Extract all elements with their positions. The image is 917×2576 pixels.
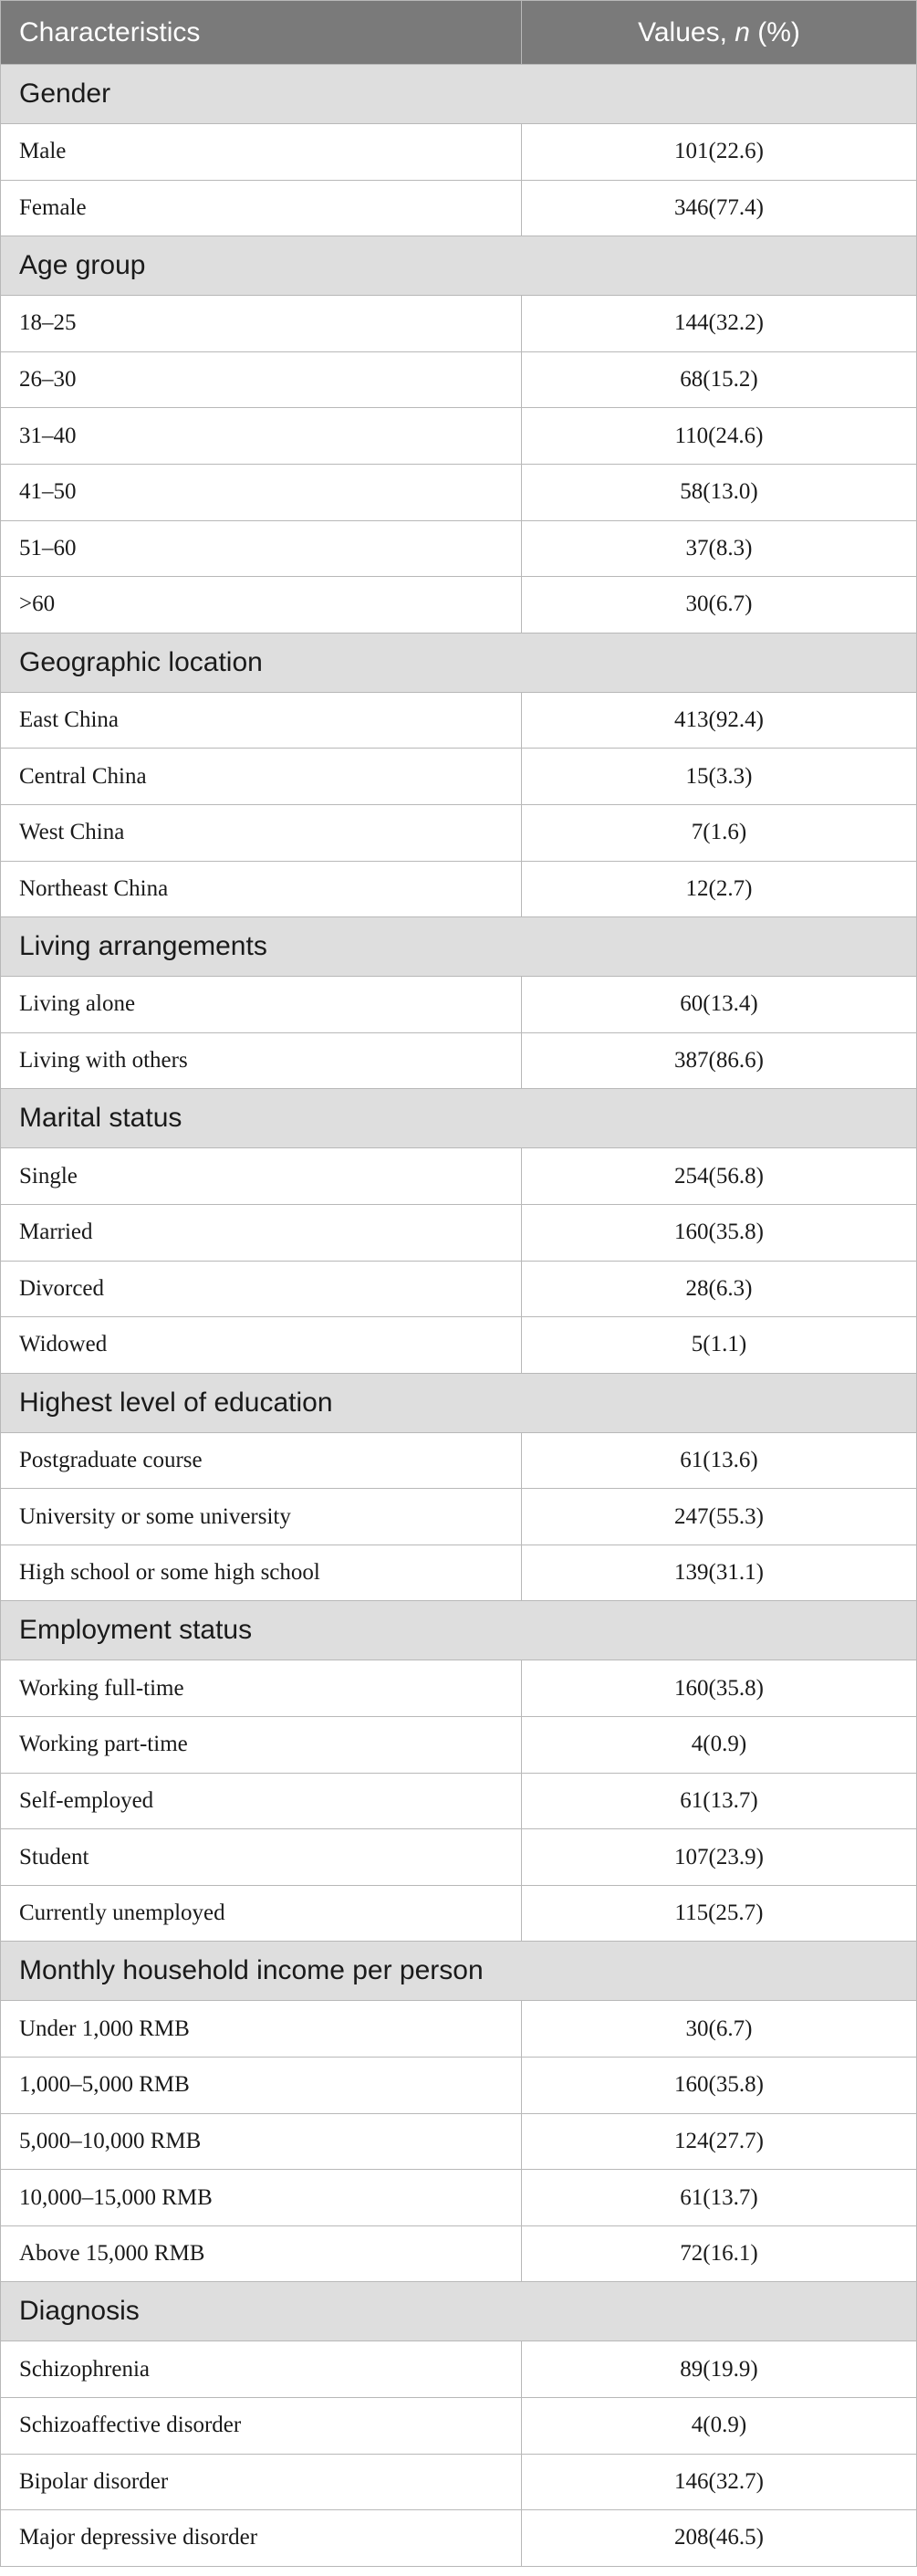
table-row	[1, 1660, 917, 1717]
row-label: Central China	[1, 749, 522, 805]
row-label: Self-employed	[1, 1773, 522, 1829]
row-label: Northeast China	[1, 861, 522, 917]
section-title: Living arrangements	[1, 917, 917, 977]
row-label: Schizoaffective disorder	[1, 2398, 522, 2455]
row-value: 139(31.1)	[522, 1545, 917, 1601]
table-row	[1, 2510, 917, 2567]
table-row	[1, 1148, 917, 1205]
row-value: 68(15.2)	[522, 351, 917, 408]
row-value: 58(13.0)	[522, 464, 917, 520]
section-header-row	[1, 1373, 917, 1432]
row-label: 51–60	[1, 520, 522, 577]
row-label: 18–25	[1, 296, 522, 352]
row-value: 37(8.3)	[522, 520, 917, 577]
row-value: 28(6.3)	[522, 1261, 917, 1317]
row-label: Major depressive disorder	[1, 2510, 522, 2567]
header-values-n: n	[735, 16, 750, 47]
row-value: 61(13.7)	[522, 1773, 917, 1829]
table-row	[1, 692, 917, 749]
table-row	[1, 1432, 917, 1489]
row-label: Living with others	[1, 1032, 522, 1089]
table-row	[1, 2341, 917, 2398]
row-label: Single	[1, 1148, 522, 1205]
row-value: 208(46.5)	[522, 2510, 917, 2567]
row-value: 89(19.9)	[522, 2341, 917, 2398]
table-row	[1, 2225, 917, 2282]
table-row	[1, 1829, 917, 1886]
table-row	[1, 861, 917, 917]
row-label: Currently unemployed	[1, 1885, 522, 1942]
section-header-row	[1, 633, 917, 692]
row-label: >60	[1, 577, 522, 634]
row-value: 413(92.4)	[522, 692, 917, 749]
row-value: 15(3.3)	[522, 749, 917, 805]
row-value: 61(13.7)	[522, 2170, 917, 2226]
table-body	[1, 65, 917, 2567]
row-label: Married	[1, 1204, 522, 1261]
table-row	[1, 1489, 917, 1545]
row-value: 115(25.7)	[522, 1885, 917, 1942]
table-row	[1, 2170, 917, 2226]
table-row	[1, 1545, 917, 1601]
row-value: 7(1.6)	[522, 804, 917, 861]
row-label: University or some university	[1, 1489, 522, 1545]
row-label: 10,000–15,000 RMB	[1, 2170, 522, 2226]
table-row	[1, 2454, 917, 2510]
row-label: Schizophrenia	[1, 2341, 522, 2398]
table-row	[1, 1773, 917, 1829]
row-value: 30(6.7)	[522, 2001, 917, 2058]
table-row	[1, 464, 917, 520]
row-value: 61(13.6)	[522, 1432, 917, 1489]
table-row	[1, 804, 917, 861]
row-value: 247(55.3)	[522, 1489, 917, 1545]
table-row	[1, 408, 917, 465]
row-label: Female	[1, 180, 522, 236]
section-title: Employment status	[1, 1601, 917, 1660]
row-value: 30(6.7)	[522, 577, 917, 634]
header-values-suffix: (%)	[749, 16, 800, 47]
row-label: Working full-time	[1, 1660, 522, 1717]
row-label: 1,000–5,000 RMB	[1, 2058, 522, 2114]
table-row	[1, 1204, 917, 1261]
row-value: 107(23.9)	[522, 1829, 917, 1886]
row-label: High school or some high school	[1, 1545, 522, 1601]
row-value: 110(24.6)	[522, 408, 917, 465]
table-row	[1, 520, 917, 577]
table-row	[1, 577, 917, 634]
row-label: Under 1,000 RMB	[1, 2001, 522, 2058]
row-value: 160(35.8)	[522, 2058, 917, 2114]
table-row	[1, 124, 917, 181]
row-label: 41–50	[1, 464, 522, 520]
section-header-row	[1, 236, 917, 296]
row-label: 5,000–10,000 RMB	[1, 2113, 522, 2170]
row-value: 72(16.1)	[522, 2225, 917, 2282]
row-value: 101(22.6)	[522, 124, 917, 181]
row-label: Living alone	[1, 977, 522, 1033]
row-label: Above 15,000 RMB	[1, 2225, 522, 2282]
row-value: 254(56.8)	[522, 1148, 917, 1205]
section-header-row	[1, 917, 917, 977]
row-value: 346(77.4)	[522, 180, 917, 236]
section-title: Highest level of education	[1, 1373, 917, 1432]
table-row	[1, 2058, 917, 2114]
section-header-row	[1, 1089, 917, 1148]
row-label: Widowed	[1, 1317, 522, 1374]
header-values-prefix: Values,	[638, 16, 735, 47]
table-row	[1, 1317, 917, 1374]
row-label: Postgraduate course	[1, 1432, 522, 1489]
row-value: 4(0.9)	[522, 1717, 917, 1774]
table-header-row	[1, 1, 917, 65]
table-row	[1, 1885, 917, 1942]
row-value: 12(2.7)	[522, 861, 917, 917]
section-title: Age group	[1, 236, 917, 296]
table-row	[1, 2113, 917, 2170]
table-row	[1, 749, 917, 805]
table-row	[1, 2398, 917, 2455]
row-label: Working part-time	[1, 1717, 522, 1774]
row-label: Male	[1, 124, 522, 181]
row-value: 387(86.6)	[522, 1032, 917, 1089]
table-row	[1, 1261, 917, 1317]
section-header-row	[1, 1942, 917, 2001]
section-title: Geographic location	[1, 633, 917, 692]
section-title: Diagnosis	[1, 2282, 917, 2341]
row-value: 144(32.2)	[522, 296, 917, 352]
row-value: 160(35.8)	[522, 1660, 917, 1717]
section-header-row	[1, 65, 917, 124]
row-value: 124(27.7)	[522, 2113, 917, 2170]
row-label: Bipolar disorder	[1, 2454, 522, 2510]
table-row	[1, 296, 917, 352]
row-label: Divorced	[1, 1261, 522, 1317]
row-value: 160(35.8)	[522, 1204, 917, 1261]
row-label: 31–40	[1, 408, 522, 465]
section-header-row	[1, 1601, 917, 1660]
table-row	[1, 351, 917, 408]
row-value: 5(1.1)	[522, 1317, 917, 1374]
row-label: Student	[1, 1829, 522, 1886]
header-characteristics: Characteristics	[1, 1, 522, 65]
row-label: West China	[1, 804, 522, 861]
row-value: 60(13.4)	[522, 977, 917, 1033]
table-row	[1, 1032, 917, 1089]
table-row	[1, 1717, 917, 1774]
header-values	[522, 1, 917, 65]
section-title: Monthly household income per person	[1, 1942, 917, 2001]
row-label: East China	[1, 692, 522, 749]
table-row	[1, 2001, 917, 2058]
row-label: 26–30	[1, 351, 522, 408]
row-value: 146(32.7)	[522, 2454, 917, 2510]
table-row	[1, 977, 917, 1033]
row-value: 4(0.9)	[522, 2398, 917, 2455]
section-title: Marital status	[1, 1089, 917, 1148]
section-header-row	[1, 2282, 917, 2341]
section-title: Gender	[1, 65, 917, 124]
table-row	[1, 180, 917, 236]
